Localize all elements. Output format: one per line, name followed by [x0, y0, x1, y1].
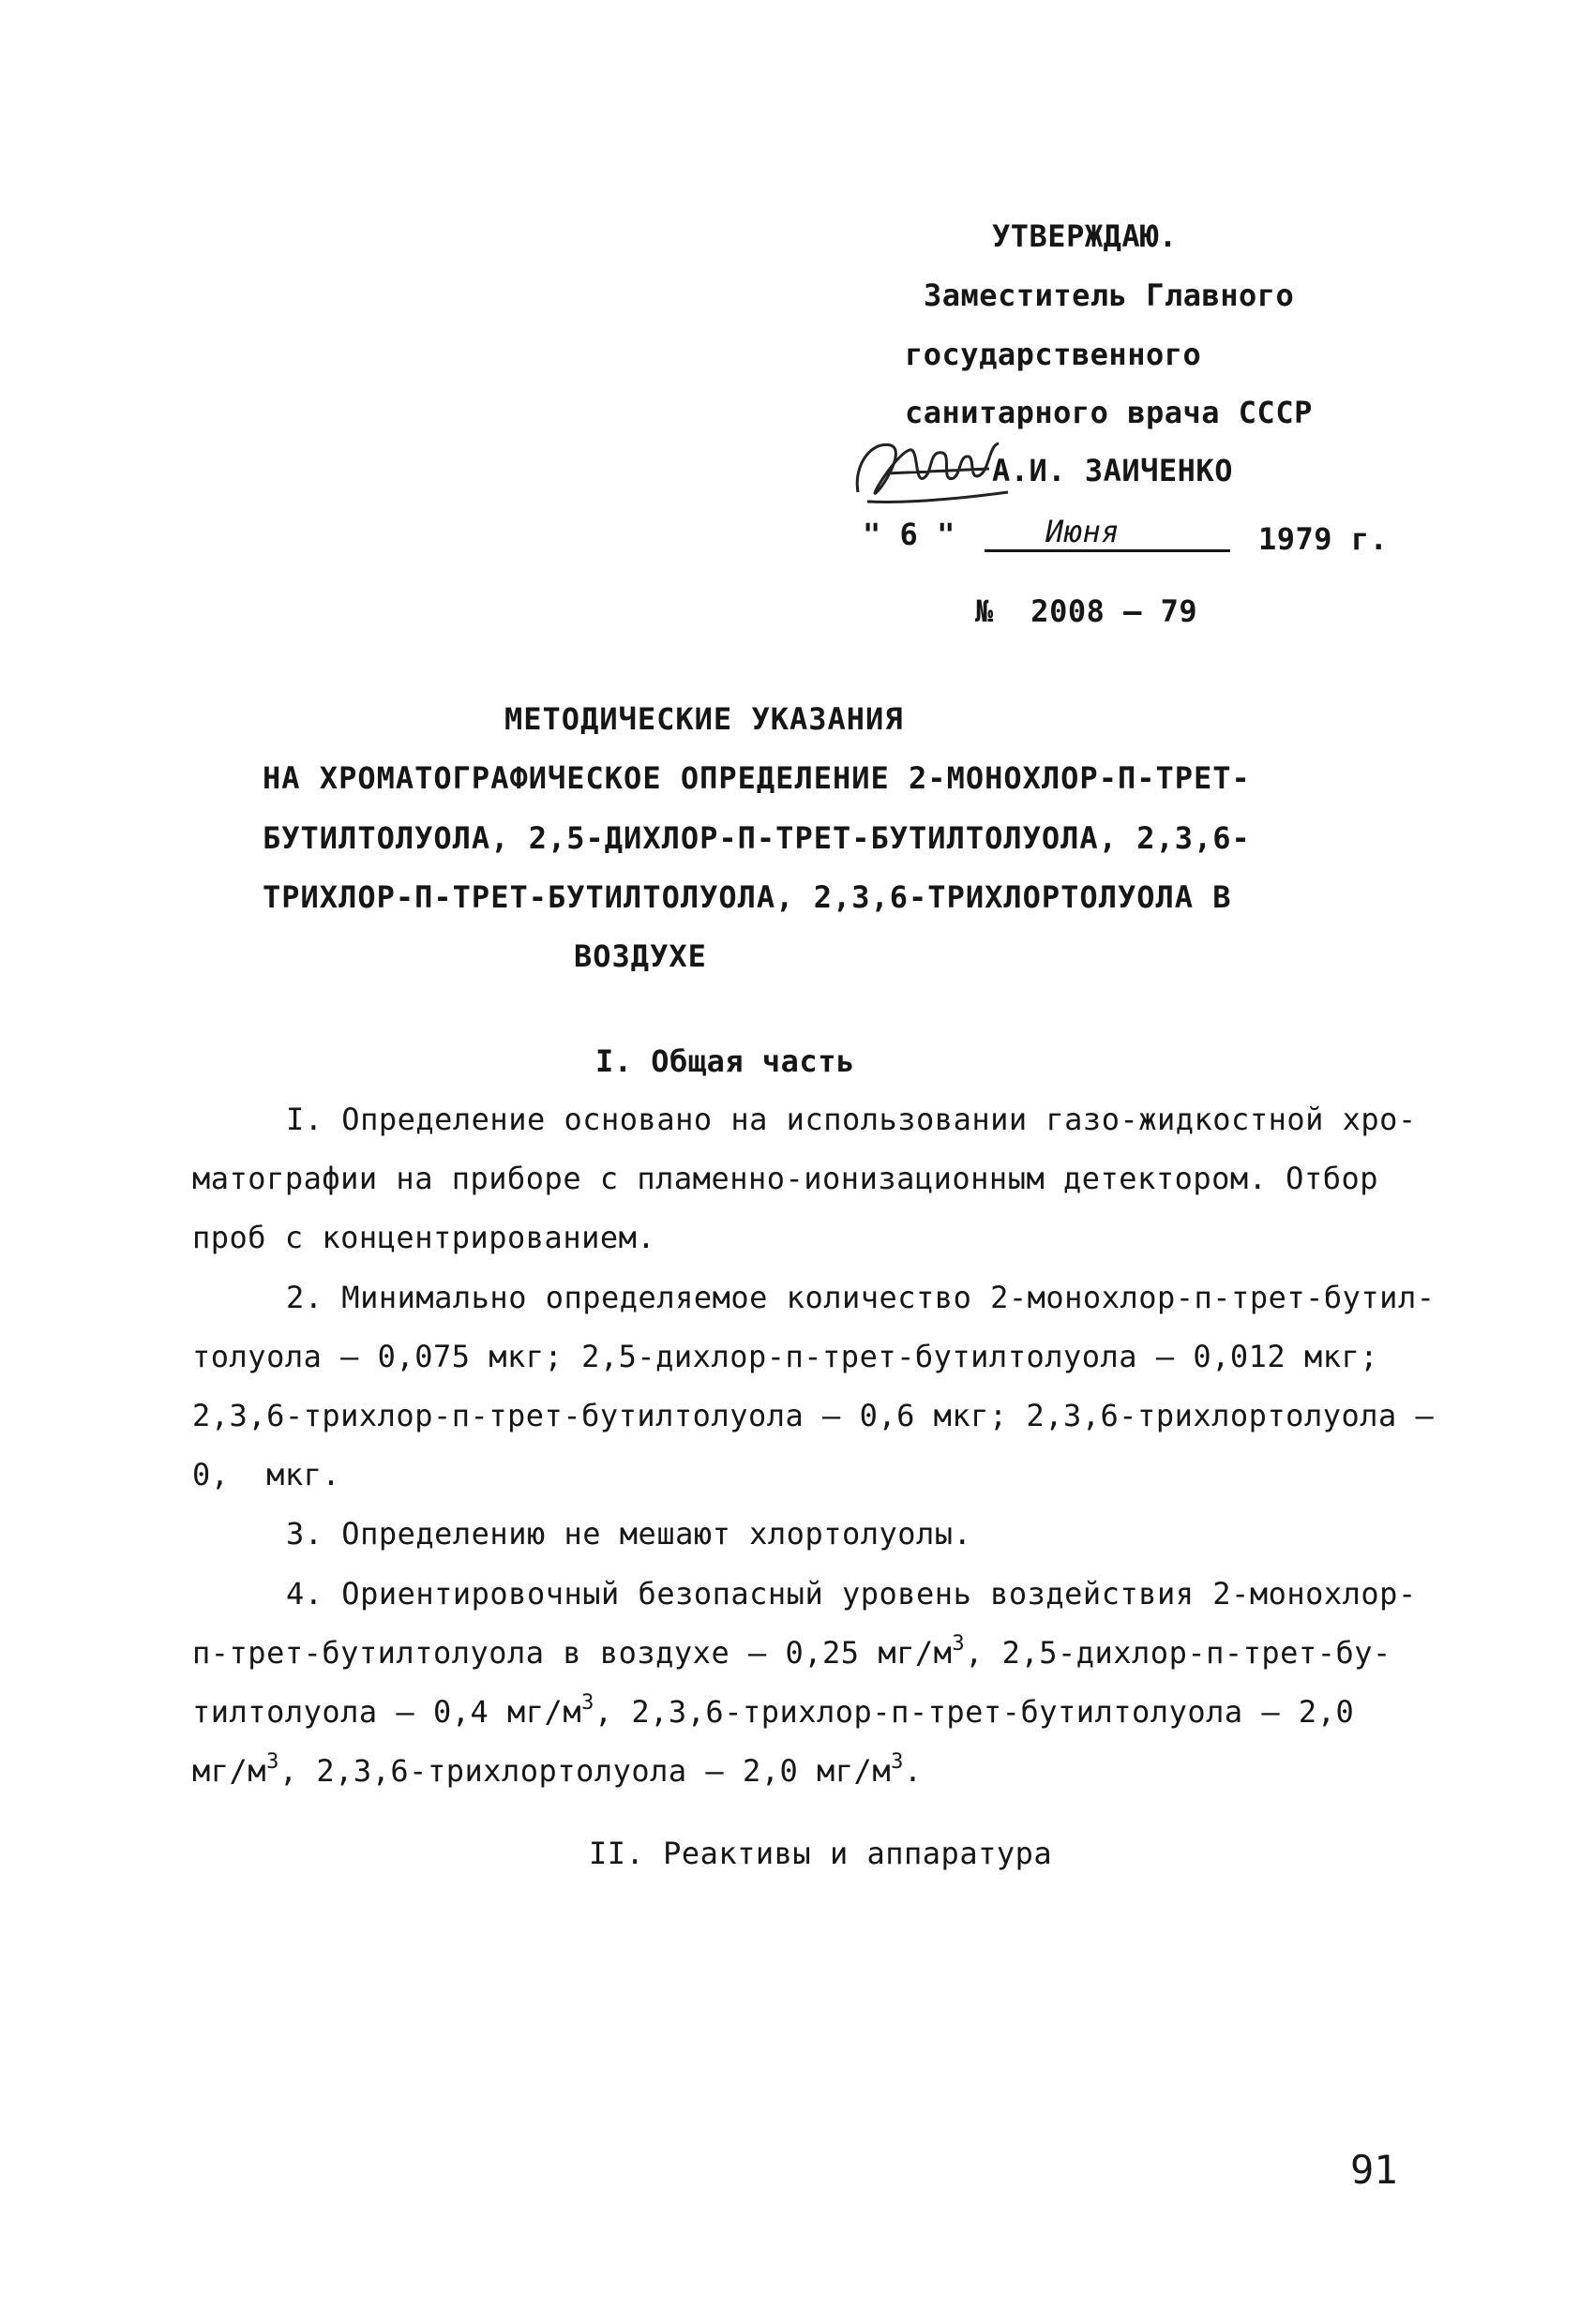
paragraph-line: толуола – 0,075 мкг; 2,5-дихлор-п-трет-бутилтолуола – 0,012 мкг; — [192, 1339, 1378, 1374]
paragraph-line: 2,3,6-трихлор-п-трет-бутилтолуола – 0,6 мкг; 2,3,6-трихлортолуола – — [192, 1398, 1435, 1433]
paragraph-line: 3. Определению не мешают хлортолуолы. — [286, 1516, 972, 1552]
title-line: ВОЗДУХЕ — [574, 938, 707, 974]
superscript: 3 — [266, 1750, 279, 1774]
superscript: 3 — [581, 1691, 594, 1715]
date-underline — [985, 549, 1230, 552]
section-heading: II. Реактивы и аппаратура — [589, 1836, 1053, 1871]
approve-heading: УТВЕРЖДАЮ. — [992, 218, 1178, 254]
paragraph-line: 0, мкг. — [192, 1457, 341, 1492]
approval-date-day: " 6 " — [863, 517, 955, 552]
paragraph-line: тилтолуола – 0,4 $мг/м^3$, 2,3,6-трихлор-п-трет-бутилтолуола – 2,0 — [192, 1691, 1355, 1730]
approver-position: санитарного врача СССР — [905, 395, 1313, 430]
paragraph-line: п-трет-бутилтолуола в воздухе – 0,25 $мг/м^3$, 2,5-дихлор-п-трет-бу- — [192, 1632, 1391, 1671]
paragraph-line: 2. Минимально определяемое количество 2-монохлор-п-трет-бутил- — [286, 1280, 1436, 1315]
signer-name: А.И. ЗАИЧЕНКО — [992, 453, 1233, 488]
approval-date-year: 1979 г. — [1258, 521, 1389, 557]
paragraph-line: $мг/м^3$, 2,3,6-трихлортолуола – 2,0 $мг/м^3$. — [192, 1750, 923, 1789]
paragraph-line: проб с концентрированием. — [192, 1220, 656, 1255]
approval-date-month: Июня — [1045, 514, 1120, 549]
page-number: 91 — [1350, 2147, 1398, 2193]
approval-number: № 2008 – 79 — [975, 593, 1198, 629]
paragraph-line: матографии на приборе с пламенно-ионизационным детектором. Отбор — [192, 1161, 1378, 1196]
title-line: БУТИЛТОЛУОЛА, 2,5-ДИХЛОР-П-ТРЕТ-БУТИЛТОЛУОЛА, 2,3,6- — [263, 820, 1251, 856]
paragraph-line: 4. Ориентировочный безопасный уровень воздействия 2-монохлор- — [286, 1576, 1417, 1612]
section-heading: I. Общая часть — [595, 1043, 855, 1079]
paragraph-line: I. Определение основано на использовании газо-жидкостной хро- — [286, 1102, 1417, 1137]
title-line: МЕТОДИЧЕСКИЕ УКАЗАНИЯ — [504, 701, 904, 737]
superscript: 3 — [952, 1632, 966, 1656]
title-line: ТРИХЛОР-П-ТРЕТ-БУТИЛТОЛУОЛА, 2,3,6-ТРИХЛОРТОЛУОЛА В — [263, 879, 1232, 915]
title-line: НА ХРОМАТОГРАФИЧЕСКОЕ ОПРЕДЕЛЕНИЕ 2-МОНОХЛОР-П-ТРЕТ- — [263, 760, 1251, 796]
approver-position: государственного — [905, 337, 1202, 372]
superscript: 3 — [891, 1750, 904, 1774]
approver-position: Заместитель Главного — [924, 277, 1295, 313]
